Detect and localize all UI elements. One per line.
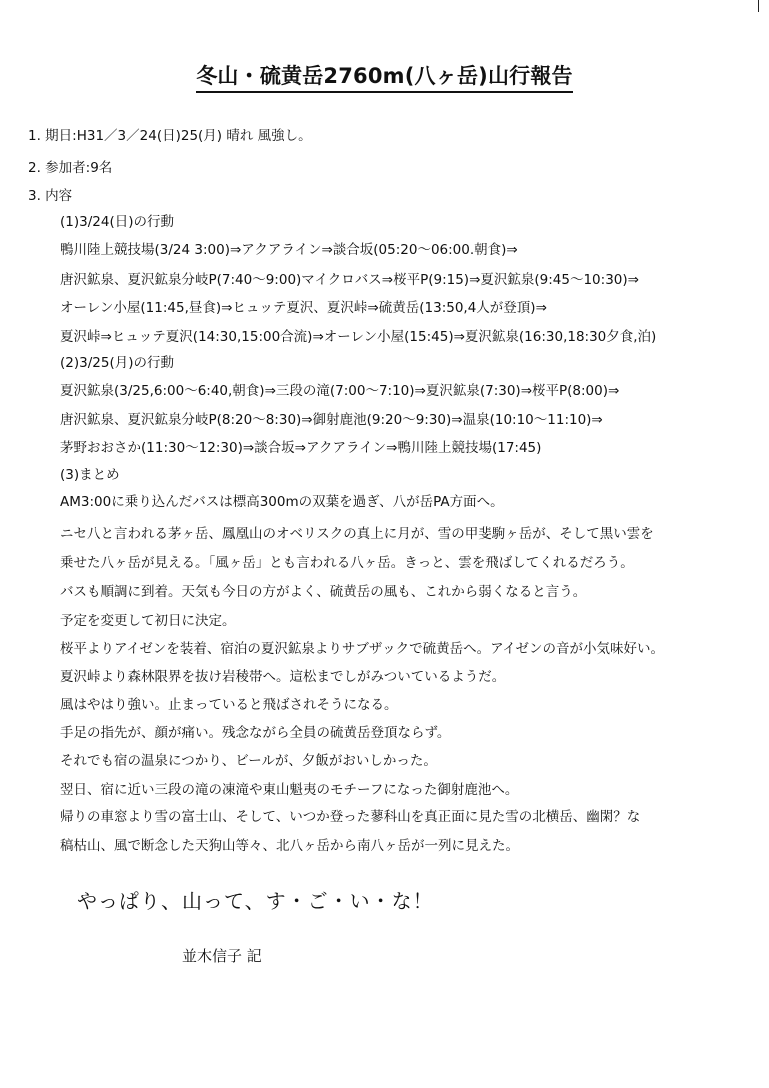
day1-heading: (1)3/24(日)の行動 — [60, 214, 174, 230]
day1-line: 夏沢峠⇒ヒュッテ夏沢(14:30,15:00合流)⇒オーレン小屋(15:45)⇒夏沢鉱泉(16:30,18:30夕食,泊) — [60, 329, 657, 345]
summary-line: 翌日、宿に近い三段の滝の凍滝や東山魁夷のモチーフになった御射鹿池へ。 — [60, 782, 519, 798]
day1-line: 唐沢鉱泉、夏沢鉱泉分岐P(7:40〜9:00)マイクロバス⇒桜平P(9:15)⇒夏沢鉱泉(9:45〜10:30)⇒ — [60, 272, 639, 288]
summary-line: 風はやはり強い。止まっていると飛ばされそうになる。 — [60, 697, 398, 713]
summary-line: 予定を変更して初日に決定。 — [60, 613, 236, 629]
summary-line: 乗せた八ヶ岳が見える。「風ヶ岳」とも言われる八ヶ岳。きっと、雲を飛ばしてくれるだろう。 — [60, 555, 634, 571]
item-date: 1. 期日:H31／3／24(日)25(月) 晴れ 風強し。 — [28, 128, 312, 144]
summary-line: 手足の指先が、顔が痛い。残念ながら全員の硫黄岳登頂ならず。 — [60, 725, 451, 741]
day2-line: 唐沢鉱泉、夏沢鉱泉分岐P(8:20〜8:30)⇒御射鹿池(9:20〜9:30)⇒温泉(10:10〜11:10)⇒ — [60, 412, 603, 428]
summary-line: AM3:00に乗り込んだバスは標高300mの双葉を過ぎ、八が岳PA方面へ。 — [60, 494, 504, 510]
summary-line: 稿枯山、風で断念した天狗山等々、北八ヶ岳から南八ヶ岳が一列に見えた。 — [60, 838, 519, 854]
report-title-text: 冬山・硫黄岳2760m(八ヶ岳)山行報告 — [196, 60, 573, 93]
scan-edge-mark — [758, 0, 759, 12]
summary-heading: (3)まとめ — [60, 467, 120, 483]
day2-line: 夏沢鉱泉(3/25,6:00〜6:40,朝食)⇒三段の滝(7:00〜7:10)⇒夏沢鉱泉(7:30)⇒桜平P(8:00)⇒ — [60, 383, 620, 399]
item-content: 3. 内容 — [28, 188, 73, 204]
day1-line: オーレン小屋(11:45,昼食)⇒ヒュッテ夏沢、夏沢峠⇒硫黄岳(13:50,4人が登頂)⇒ — [60, 300, 547, 316]
report-title — [0, 60, 769, 93]
summary-line: 帰りの車窓より雪の富士山、そして、いつか登った蓼科山を真正面に見た雪の北横岳、幽閑？な — [60, 809, 641, 825]
summary-line: ニセ八と言われる茅ヶ岳、鳳凰山のオベリスクの真上に月が、雪の甲斐駒ヶ岳が、そして黒い雲を — [60, 526, 654, 542]
item-participants: 2. 参加者:9名 — [28, 160, 113, 176]
summary-line: 桜平よりアイゼンを装着、宿泊の夏沢鉱泉よりサブザックで硫黄岳へ。アイゼンの音が小気味好い。 — [60, 641, 664, 657]
author-signature: 並木信子 記 — [182, 947, 262, 965]
summary-line: それでも宿の温泉につかり、ビールが、夕飯がおいしかった。 — [60, 753, 437, 769]
day1-line: 鴨川陸上競技場(3/24 3:00)⇒アクアライン⇒談合坂(05:20〜06:00.朝食)⇒ — [60, 242, 518, 258]
closing-remark: やっぱり、山って、す・ご・い・な！ — [77, 889, 434, 913]
summary-line: 夏沢峠より森林限界を抜け岩稜帯へ。這松までしがみついているようだ。 — [60, 669, 506, 685]
day2-heading: (2)3/25(月)の行動 — [60, 355, 174, 371]
summary-line: バスも順調に到着。天気も今日の方がよく、硫黄岳の風も、これから弱くなると言う。 — [60, 584, 587, 600]
day2-line: 茅野おおさか(11:30〜12:30)⇒談合坂⇒アクアライン⇒鴨川陸上競技場(17:45) — [60, 440, 542, 456]
